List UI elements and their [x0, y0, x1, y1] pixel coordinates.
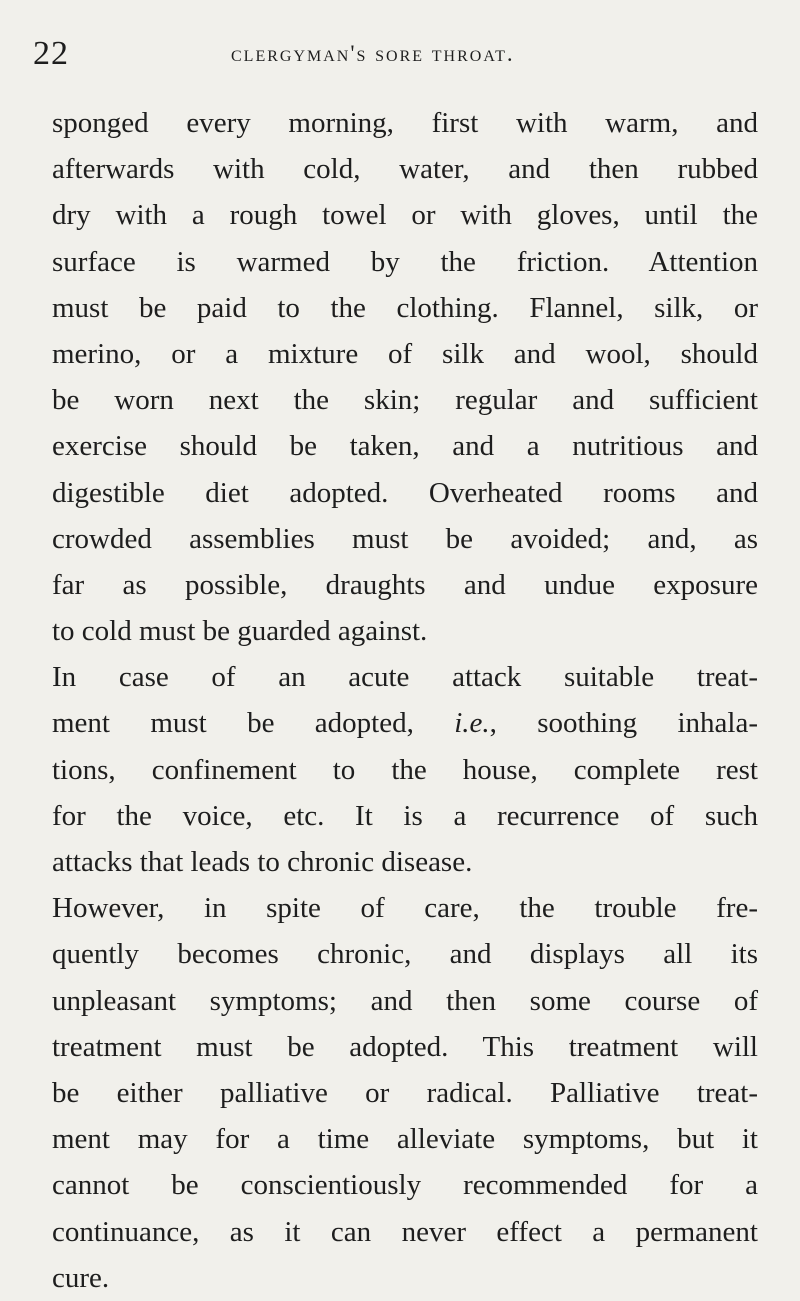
- text-line: afterwards with cold, water, and then rubbed: [52, 153, 758, 186]
- text-line: attacks that leads to chronic disease.: [52, 846, 473, 878]
- text-line: digestible diet adopted. Overheated rooms and: [52, 476, 758, 509]
- text-line: be worn next the skin; regular and sufficient: [52, 384, 758, 417]
- page-number: 22: [33, 35, 69, 72]
- text-line: crowded assemblies must be avoided; and, as: [52, 522, 758, 555]
- text-line: far as possible, draughts and undue exposure: [52, 568, 758, 601]
- text-line: must be paid to the clothing. Flannel, silk, or: [52, 291, 758, 324]
- running-head: [33, 34, 753, 74]
- paragraph-start-line: However, in spite of care, the trouble fre-: [52, 892, 758, 925]
- body-text: [52, 100, 758, 1301]
- running-title: clergyman's sore throat.: [231, 41, 515, 66]
- abbreviation-italic: i.e.: [454, 707, 490, 740]
- text-line: exercise should be taken, and a nutritious and: [52, 430, 758, 463]
- text-line: ment may for a time alleviate symptoms, but it: [52, 1123, 758, 1156]
- text-line: tions, confinement to the house, complete rest: [52, 753, 758, 786]
- text-line: to cold must be guarded against.: [52, 615, 428, 648]
- text-line: quently becomes chronic, and displays all its: [52, 938, 758, 971]
- text-line: dry with a rough towel or with gloves, until the: [52, 199, 758, 232]
- text-line: merino, or a mixture of silk and wool, should: [52, 337, 758, 370]
- text-line: continuance, as it can never effect a permanent: [52, 1215, 758, 1248]
- text-line: sponged every morning, first with warm, and: [52, 107, 758, 139]
- text-line: be either palliative or radical. Palliative treat-: [52, 1076, 758, 1109]
- text-line: ment must be adopted, i.e., soothing inhala-: [52, 707, 758, 740]
- paragraph-start-line: In case of an acute attack suitable treat-: [52, 661, 758, 694]
- text-line: cure.: [52, 1261, 110, 1294]
- text-line: cannot be conscientiously recommended for a: [52, 1169, 758, 1202]
- text-line: for the voice, etc. It is a recurrence of such: [52, 799, 758, 832]
- text-line: surface is warmed by the friction. Attention: [52, 245, 758, 278]
- text-line: treatment must be adopted. This treatment will: [52, 1030, 758, 1063]
- text-line: unpleasant symptoms; and then some course of: [52, 984, 758, 1017]
